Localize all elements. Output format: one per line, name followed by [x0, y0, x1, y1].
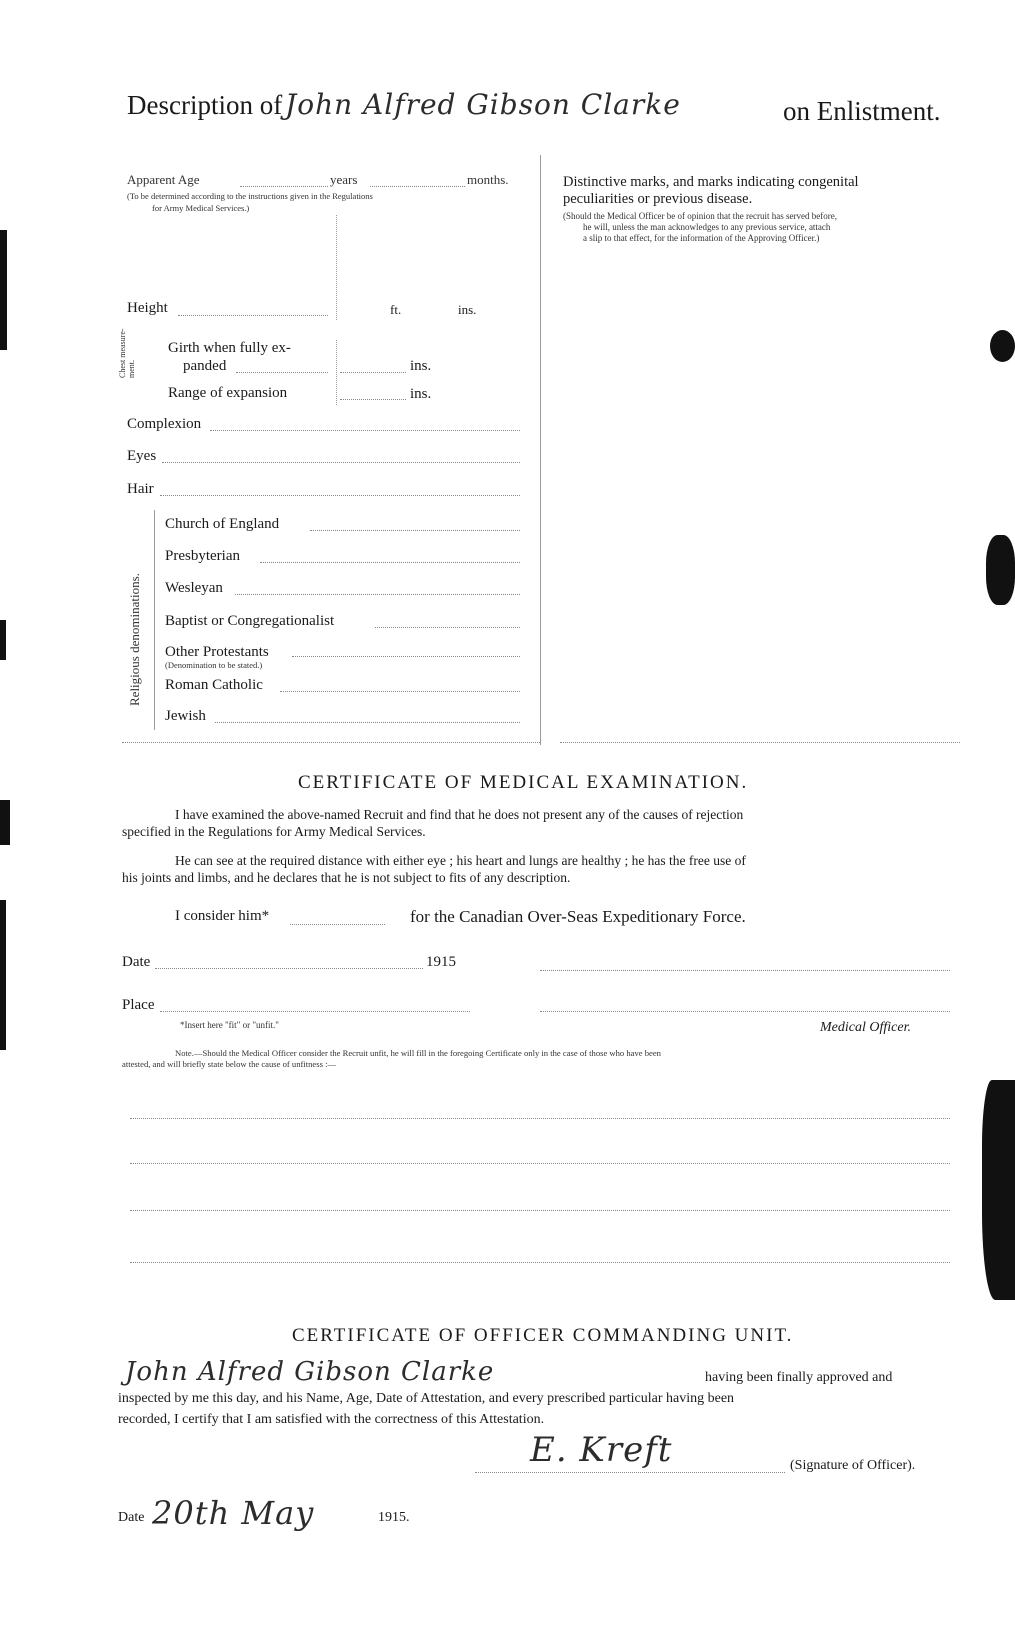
unfit-line-1 [130, 1118, 950, 1119]
medical-paragraph-1a: I have examined the above-named Recruit and find that he does not present any of the causes of rejection [175, 807, 744, 822]
signature-label: (Signature of Officer). [790, 1458, 916, 1473]
consider-dots [290, 924, 385, 925]
rel-dots-3 [235, 594, 520, 595]
commanding-line-3: recorded, I certify that I am satisfied with the correctness of this Attestation. [118, 1412, 545, 1427]
girth-label-2: panded [183, 358, 227, 374]
officer-signature-handwritten: E. Kreft [530, 1430, 673, 1470]
medical-paragraph-2b: his joints and limbs, and he declares that he is not subject to fits of any description. [122, 870, 571, 885]
eyes-dots [162, 462, 520, 463]
unfit-line-3 [130, 1210, 950, 1211]
medical-date-dots [155, 968, 423, 969]
years-label: years [330, 172, 358, 187]
rel-dots-6 [280, 691, 520, 692]
range-ins: ins. [410, 386, 432, 402]
girth-dots-1 [236, 372, 328, 373]
height-ins: ins. [458, 302, 477, 317]
commanding-certificate-title: CERTIFICATE OF OFFICER COMMANDING UNIT. [292, 1325, 794, 1346]
header-prefix: Description of [127, 90, 283, 120]
marks-note-3: a slip to that effect, for the information of the Approving Officer.) [583, 233, 820, 243]
rel-dots-2 [260, 562, 520, 563]
religion-church-of-england: Church of England [165, 516, 280, 532]
punch-hole-2 [986, 535, 1015, 605]
medical-date-label: Date [122, 954, 151, 970]
religion-presbyterian: Presbyterian [165, 548, 240, 564]
religion-baptist: Baptist or Congregationalist [165, 613, 335, 629]
distinctive-marks-2: peculiarities or previous disease. [563, 191, 753, 207]
scan-mark-left-1 [0, 230, 7, 350]
hair-dots [160, 495, 520, 496]
religion-wesleyan: Wesleyan [165, 580, 223, 596]
medical-paragraph-2a: He can see at the required distance with either eye ; his heart and lungs are healthy ; he has the free use of [175, 853, 746, 868]
commanding-line-1-end: having been finally approved and [705, 1370, 893, 1385]
unfit-line-4 [130, 1262, 950, 1263]
consider-label: I consider him* [175, 908, 270, 924]
commanding-date-label: Date [118, 1510, 145, 1525]
complexion-dots [210, 430, 520, 431]
commanding-recruit-name-handwritten: John Alfred Gibson Clarke [125, 1357, 495, 1387]
rel-dots-1 [310, 530, 520, 531]
height-ft: ft. [390, 302, 402, 317]
age-note-1: (To be determined according to the instructions given in the Regulations [127, 191, 373, 201]
insert-note: *Insert here "fit" or "unfit." [180, 1020, 279, 1030]
age-note-2: for Army Medical Services.) [152, 203, 250, 213]
girth-dots-2 [340, 372, 406, 373]
hair-label: Hair [127, 481, 154, 497]
commanding-year: 1915. [378, 1510, 410, 1525]
chest-measurement-label: Chest measure-ment. [118, 328, 136, 378]
place-dots [160, 1011, 470, 1012]
rel-dots-7 [215, 722, 520, 723]
religion-roman-catholic: Roman Catholic [165, 677, 263, 693]
age-dots-2 [370, 186, 465, 187]
girth-label-1: Girth when fully ex- [168, 340, 291, 356]
range-label: Range of expansion [168, 385, 288, 401]
height-label: Height [127, 300, 168, 316]
months-label: months. [467, 172, 509, 187]
medical-officer-label: Medical Officer. [820, 1020, 911, 1035]
recruit-name-handwritten: John Alfred Gibson Clarke [285, 88, 681, 121]
right-bottom-rule [560, 742, 960, 743]
unfit-note-a: Note.—Should the Medical Officer consider the Recruit unfit, he will fill in the foregoing Certificate only in the case of those who have been [175, 1048, 661, 1058]
age-dots-1 [240, 186, 328, 187]
religion-bracket [154, 510, 155, 730]
scan-mark-left-3 [0, 800, 10, 845]
medical-certificate-title: CERTIFICATE OF MEDICAL EXAMINATION. [298, 772, 749, 793]
chest-divider [336, 340, 337, 405]
religion-other-protestants: Other Protestants [165, 644, 269, 660]
scan-mark-left-4 [0, 900, 6, 1050]
rel-dots-5 [292, 656, 520, 657]
girth-ins: ins. [410, 358, 432, 374]
unfit-line-2 [130, 1163, 950, 1164]
force-label: for the Canadian Over-Seas Expeditionary Force. [410, 907, 746, 926]
range-dots [340, 399, 406, 400]
eyes-label: Eyes [127, 448, 157, 464]
signature-dots [475, 1472, 785, 1473]
complexion-label: Complexion [127, 416, 202, 432]
apparent-age-label: Apparent Age [127, 172, 200, 187]
header-suffix: on Enlistment. [783, 96, 941, 126]
column-divider [540, 155, 541, 745]
commanding-date-handwritten: 20th May [152, 1494, 315, 1532]
religion-other-note: (Denomination to be stated.) [165, 660, 263, 670]
medical-year: 1915 [426, 954, 456, 970]
height-divider [336, 215, 337, 320]
religion-jewish: Jewish [165, 708, 206, 724]
marks-note-1: (Should the Medical Officer be of opinion that the recruit has served before, [563, 211, 837, 221]
medical-paragraph-1b: specified in the Regulations for Army Medical Services. [122, 824, 426, 839]
religious-denominations-label: Religious denominations. [127, 573, 142, 706]
rel-dots-4 [375, 627, 520, 628]
left-bottom-rule [122, 742, 540, 743]
scan-mark-right [982, 1080, 1015, 1300]
unfit-note-b: attested, and will briefly state below the cause of unfitness :— [122, 1059, 337, 1069]
medical-date-right-dots [540, 970, 950, 971]
place-right-dots [540, 1011, 950, 1012]
commanding-line-2: inspected by me this day, and his Name, Age, Date of Attestation, and every prescribed particular having been [118, 1391, 735, 1406]
punch-hole-1 [990, 330, 1015, 362]
scan-mark-left-2 [0, 620, 6, 660]
height-dots [178, 315, 328, 316]
place-label: Place [122, 997, 155, 1013]
distinctive-marks-1: Distinctive marks, and marks indicating congenital [563, 174, 859, 190]
marks-note-2: he will, unless the man acknowledges to any previous service, attach [583, 222, 831, 232]
